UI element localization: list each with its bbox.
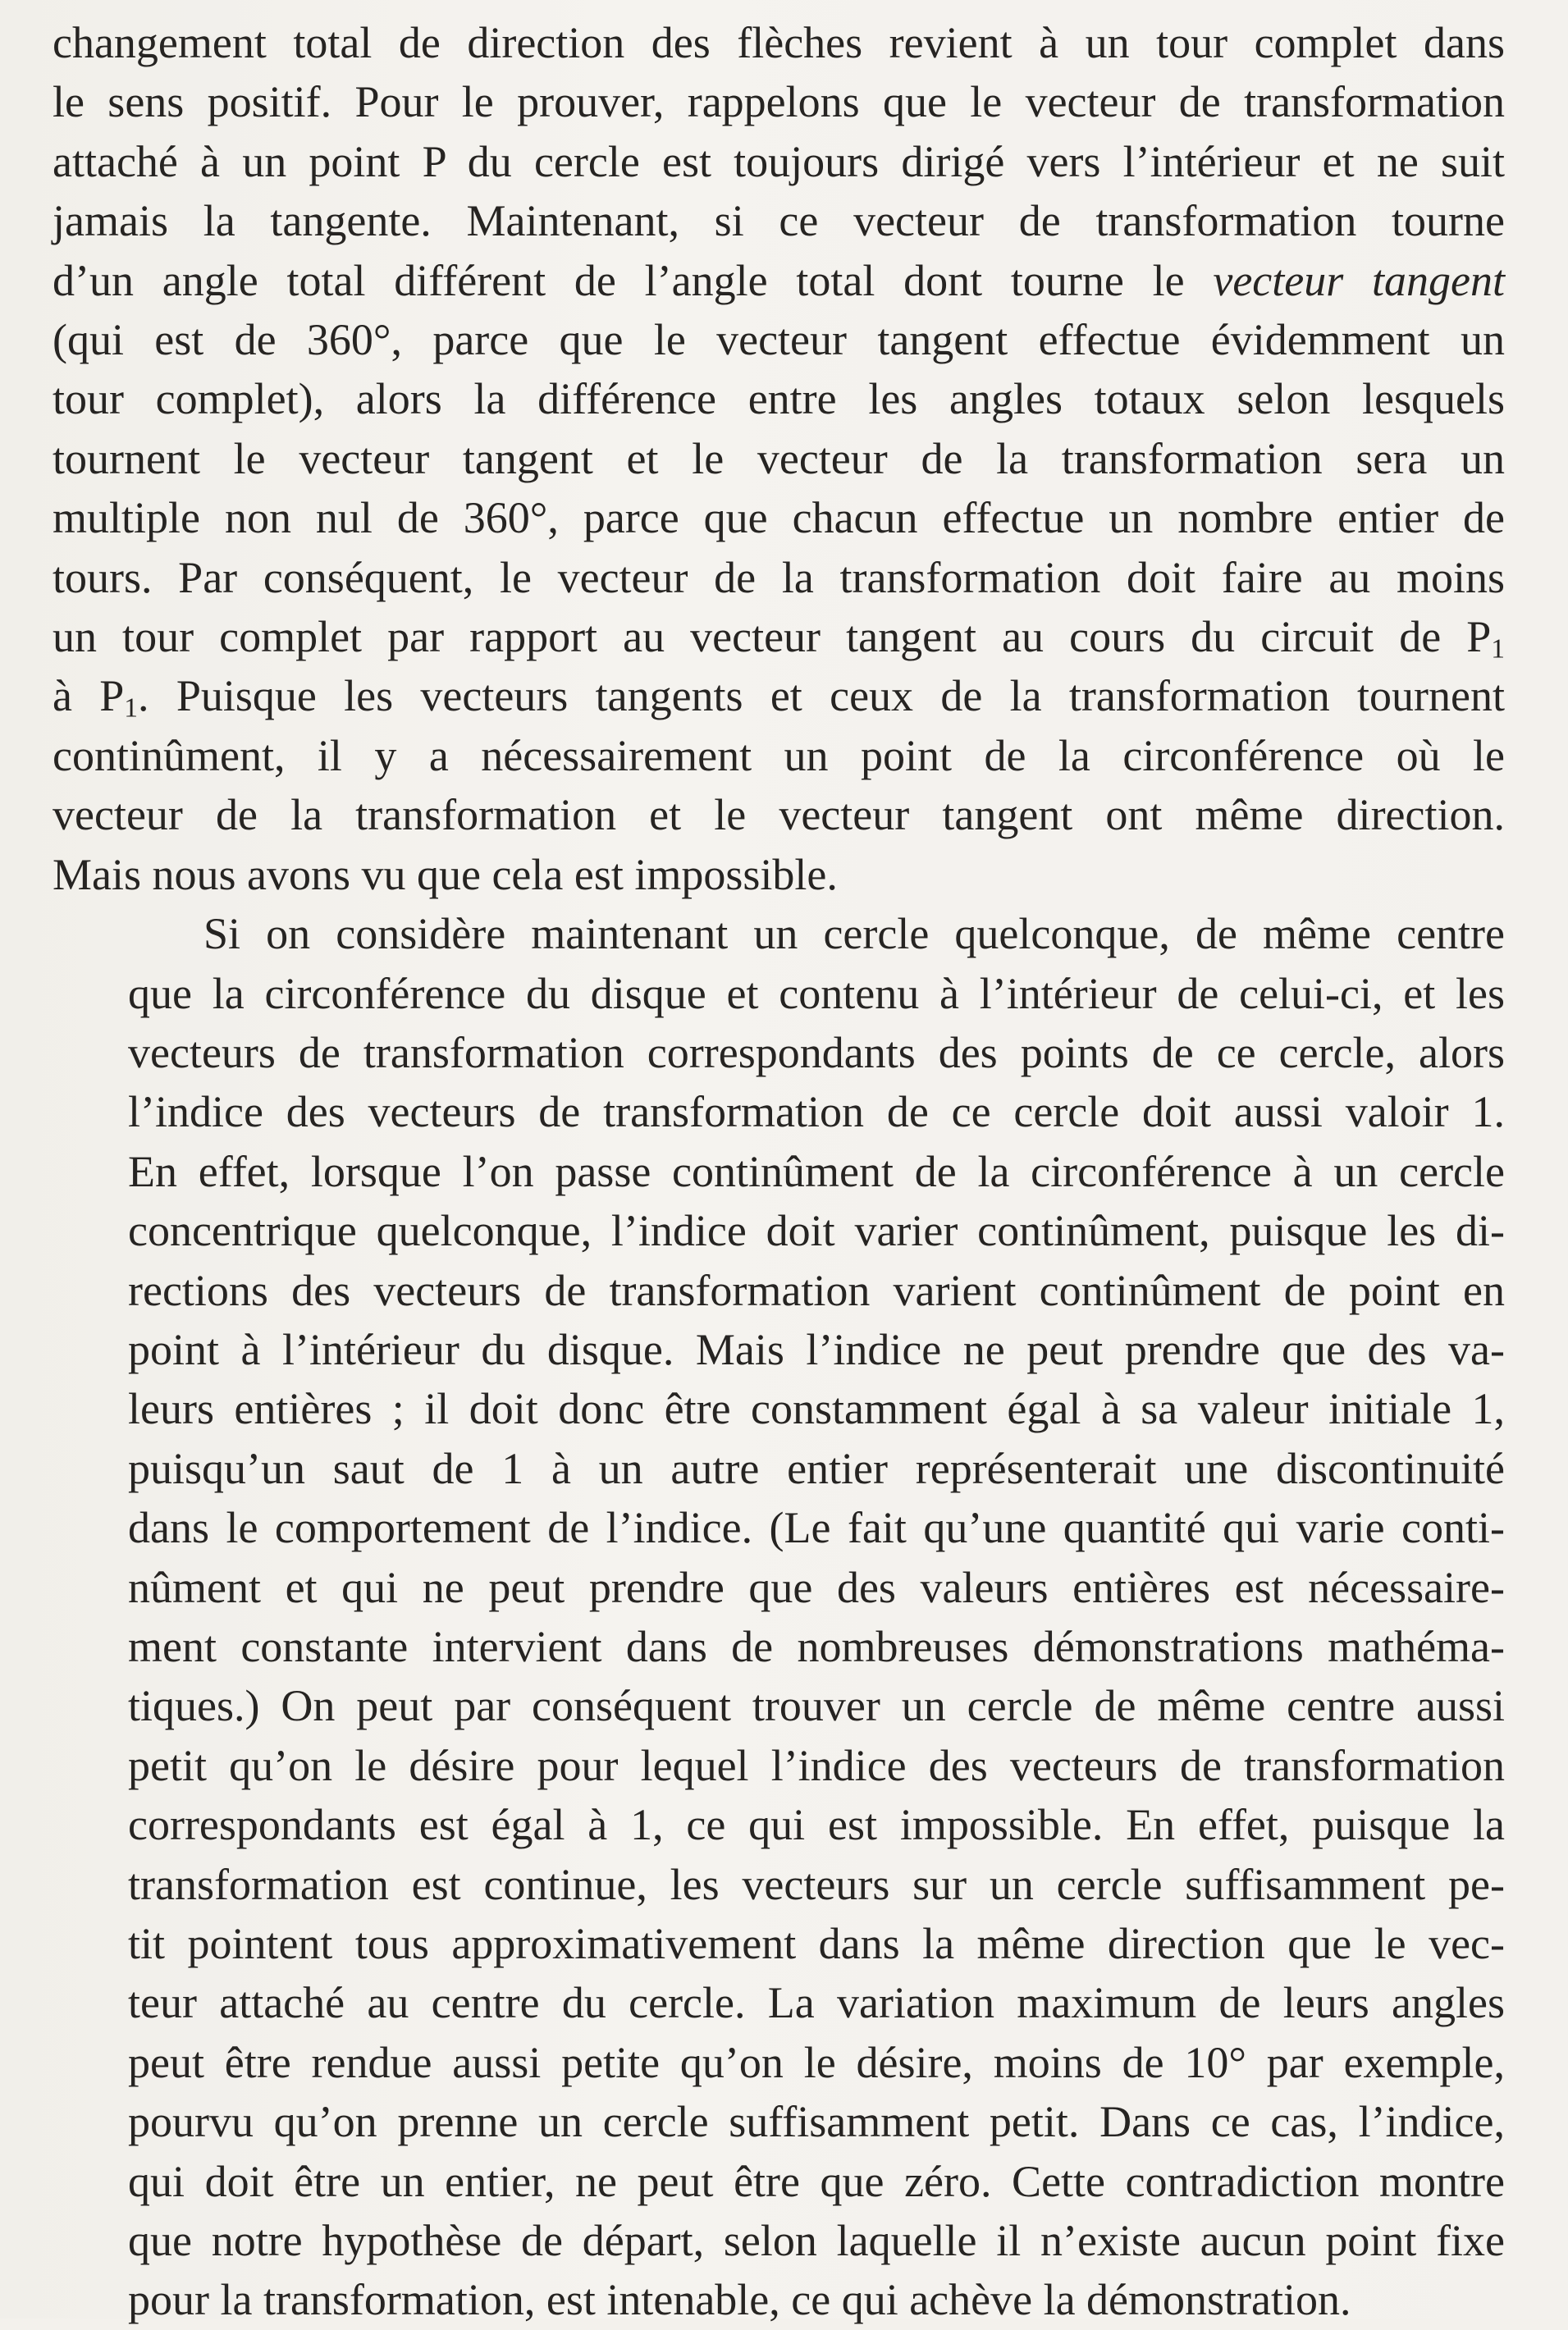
text-line bbox=[53, 1498, 1505, 1557]
text-segment: le sens positif. Pour le prouver, rappelons que le vecteur de transformation bbox=[53, 77, 1505, 127]
text-segment: transformation est continue, les vecteurs sur un cercle suffisamment pe- bbox=[128, 1859, 1505, 1909]
text-segment: que la circonférence du disque et contenu à l’intérieur de celui-ci, et les bbox=[128, 968, 1505, 1018]
text-segment: petit qu’on le désire pour lequel l’indice des vecteurs de transformation bbox=[128, 1740, 1505, 1790]
text-line bbox=[53, 1261, 1505, 1320]
text-segment: rections des vecteurs de transformation varient continûment de point en bbox=[128, 1265, 1505, 1315]
text-line bbox=[53, 191, 1505, 250]
text-segment: puisqu’un saut de 1 à un autre entier représenterait une discontinuité bbox=[128, 1443, 1505, 1493]
text-line bbox=[53, 1676, 1505, 1735]
text-segment: tour complet), alors la différence entre les angles totaux selon lesquels bbox=[53, 374, 1505, 424]
text-line bbox=[53, 607, 1505, 666]
text-line bbox=[53, 1082, 1505, 1141]
text-line bbox=[53, 1795, 1505, 1854]
text-segment: pourvu qu’on prenne un cercle suffisamment petit. Dans ce cas, l’indice, bbox=[128, 2097, 1505, 2147]
text-line bbox=[53, 2211, 1505, 2270]
text-line bbox=[53, 1439, 1505, 1498]
text-segment: ment constante intervient dans de nombreuses démonstrations mathéma- bbox=[128, 1621, 1505, 1671]
text-line bbox=[53, 429, 1505, 488]
text-line bbox=[53, 2270, 1505, 2329]
text-segment: Mais nous avons vu que cela est impossible. bbox=[53, 849, 838, 899]
text-line bbox=[53, 785, 1505, 844]
text-segment: tours. Par conséquent, le vecteur de la transformation doit faire au moins bbox=[53, 552, 1505, 602]
text-line bbox=[53, 1379, 1505, 1438]
text-line bbox=[53, 488, 1505, 547]
body-text bbox=[53, 13, 1505, 2330]
text-line bbox=[53, 726, 1505, 785]
text-line bbox=[53, 2152, 1505, 2211]
text-line bbox=[53, 132, 1505, 191]
text-line bbox=[53, 72, 1505, 131]
text-segment: que notre hypothèse de départ, selon laquelle il n’existe aucun point fixe bbox=[128, 2216, 1505, 2266]
text-line bbox=[53, 1558, 1505, 1617]
text-segment: multiple non nul de 360°, parce que chacun effectue un nombre entier de bbox=[53, 493, 1505, 543]
text-line bbox=[53, 1914, 1505, 1973]
text-segment: qui doit être un entier, ne peut être que zéro. Cette contradiction montre bbox=[128, 2156, 1505, 2206]
text-segment: . Puisque les vecteurs tangents et ceux de la transformation tournent bbox=[138, 671, 1506, 721]
text-segment: vecteur de la transformation et le vecteur tangent ont même direction. bbox=[53, 790, 1505, 840]
paragraph bbox=[53, 904, 1505, 2330]
text-segment: pour la transformation, est intenable, ce qui achève la démonstration. bbox=[128, 2275, 1351, 2325]
text-line bbox=[53, 2033, 1505, 2092]
text-line bbox=[53, 1320, 1505, 1379]
text-line bbox=[53, 251, 1505, 310]
text-segment: attaché à un point P du cercle est toujours dirigé vers l’intérieur et ne suit bbox=[53, 136, 1505, 186]
text-line bbox=[53, 13, 1505, 72]
text-line bbox=[53, 1142, 1505, 1201]
text-line bbox=[53, 369, 1505, 428]
text-line bbox=[53, 2092, 1505, 2151]
text-segment: peut être rendue aussi petite qu’on le désire, moins de 10° par exemple, bbox=[128, 2037, 1505, 2087]
text-segment: nûment et qui ne peut prendre que des valeurs entières est nécessaire- bbox=[128, 1562, 1505, 1612]
subscript: 1 bbox=[1491, 633, 1505, 665]
text-segment: dans le comportement de l’indice. (Le fait qu’une quantité qui varie conti- bbox=[128, 1503, 1505, 1553]
text-segment: jamais la tangente. Maintenant, si ce vecteur de transformation tourne bbox=[53, 196, 1505, 246]
text-segment: un tour complet par rapport au vecteur tangent au cours du circuit de P bbox=[53, 612, 1492, 662]
text-segment: d’un angle total différent de l’angle total dont tourne le bbox=[53, 255, 1214, 305]
text-line bbox=[53, 548, 1505, 607]
text-segment: tournent le vecteur tangent et le vecteur de la transformation sera un bbox=[53, 433, 1505, 483]
text-segment: à P bbox=[53, 671, 125, 721]
text-segment: vecteurs de transformation correspondants des points de ce cercle, alors bbox=[128, 1027, 1505, 1077]
text-line bbox=[53, 666, 1505, 725]
text-line bbox=[53, 1023, 1505, 1082]
text-line bbox=[53, 1617, 1505, 1676]
text-segment: (qui est de 360°, parce que le vecteur tangent effectue évidemment un bbox=[53, 315, 1505, 365]
paragraph bbox=[53, 13, 1505, 904]
text-segment: Si on considère maintenant un cercle quelconque, de même centre bbox=[203, 909, 1505, 959]
text-segment: concentrique quelconque, l’indice doit varier continûment, puisque les di- bbox=[128, 1206, 1505, 1256]
text-line bbox=[53, 1973, 1505, 2032]
text-segment: changement total de direction des flèches revient à un tour complet dans bbox=[53, 18, 1505, 67]
text-line bbox=[53, 1736, 1505, 1795]
text-line bbox=[53, 1855, 1505, 1914]
text-segment: tit pointent tous approximativement dans la même direction que le vec- bbox=[128, 1919, 1505, 1968]
text-line bbox=[53, 310, 1505, 369]
italic-term: vecteur tangent bbox=[1213, 255, 1505, 305]
text-segment: leurs entières ; il doit donc être constamment égal à sa valeur initiale 1, bbox=[128, 1384, 1505, 1434]
text-segment: teur attaché au centre du cercle. La variation maximum de leurs angles bbox=[128, 1978, 1505, 2028]
text-segment: tiques.) On peut par conséquent trouver un cercle de même centre aussi bbox=[128, 1681, 1505, 1731]
text-line bbox=[53, 964, 1505, 1023]
text-segment: l’indice des vecteurs de transformation de ce cercle doit aussi valoir 1. bbox=[128, 1087, 1505, 1137]
text-segment: En effet, lorsque l’on passe continûment de la circonférence à un cercle bbox=[128, 1146, 1505, 1196]
text-segment: correspondants est égal à 1, ce qui est impossible. En effet, puisque la bbox=[128, 1800, 1505, 1850]
text-line bbox=[53, 1201, 1505, 1260]
text-segment: continûment, il y a nécessairement un point de la circonférence où le bbox=[53, 730, 1505, 780]
text-line bbox=[53, 845, 1505, 904]
text-line bbox=[53, 904, 1505, 963]
subscript: 1 bbox=[124, 692, 139, 724]
text-segment: point à l’intérieur du disque. Mais l’indice ne peut prendre que des va- bbox=[128, 1324, 1505, 1374]
